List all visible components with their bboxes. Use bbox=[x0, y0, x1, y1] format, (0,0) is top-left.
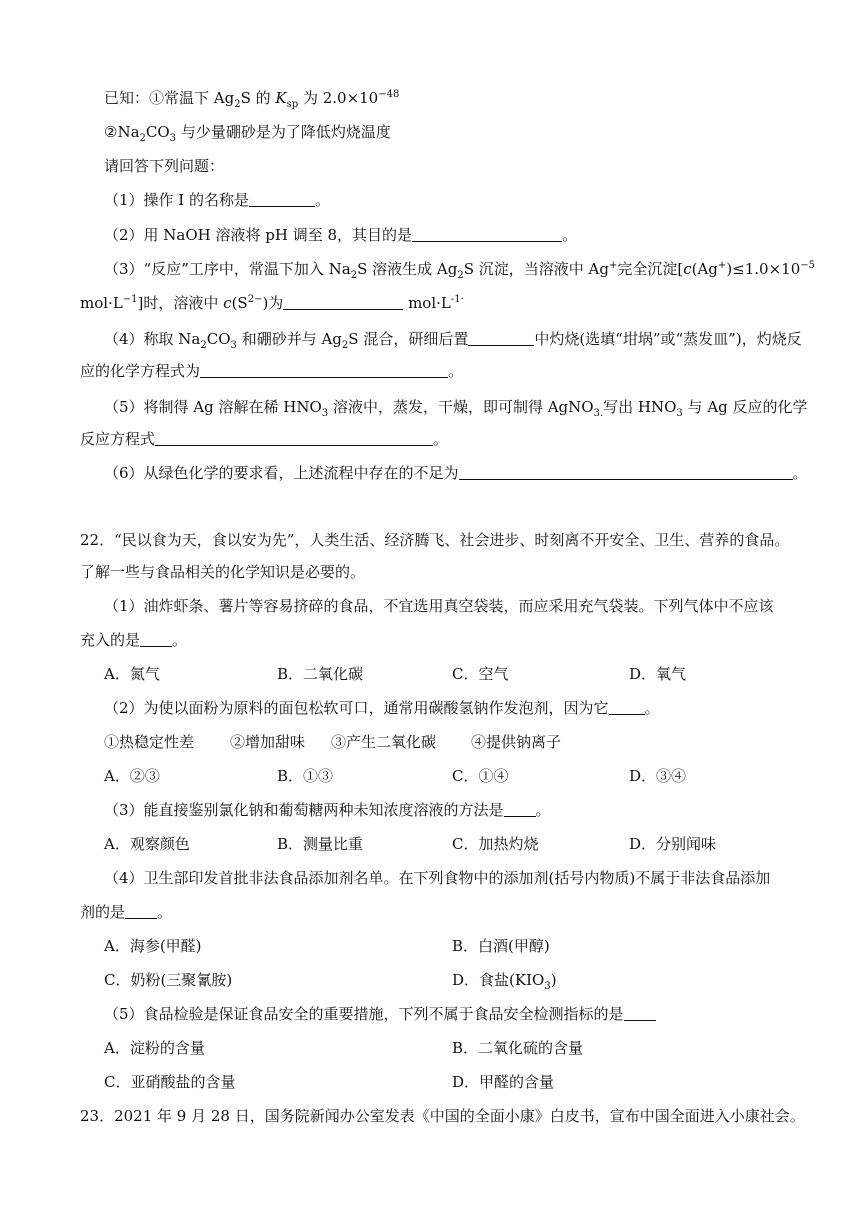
q22-part-3: （3）能直接鉴别氯化钠和葡萄糖两种未知浓度溶液的方法是 。 bbox=[104, 801, 551, 819]
statement-4: ④提供钠离子 bbox=[471, 733, 562, 751]
option-b[interactable]: B．①③ bbox=[277, 767, 334, 785]
option-d[interactable]: D．③④ bbox=[629, 767, 687, 785]
answer-blank[interactable] bbox=[125, 903, 157, 919]
option-c[interactable]: C．①④ bbox=[452, 767, 509, 785]
known-line-1: 已知：①常温下 $Ag_2S$ 的 $K_{sp}$ 为 $2.0\times 10^{-48}$ bbox=[104, 89, 400, 110]
q22-stem-cont: 了解一些与食品相关的化学知识是必要的。 bbox=[80, 563, 366, 581]
q23-stem: 23．2021 年 9 月 28 日，国务院新闻办公室发表《中国的全面小康》白皮书，宣布中国全面进入小康社会。 bbox=[80, 1107, 805, 1125]
answer-blank[interactable] bbox=[155, 429, 433, 446]
q22-stem: 22．“民以食为天，食以安为先”，人类生活、经济腾飞、社会进步、时刻离不开安全、卫生、营养的食品。 bbox=[80, 531, 790, 549]
answer-blank[interactable] bbox=[140, 631, 172, 647]
known-line-2: $②Na_2CO_3$ 与少量硼砂是为了降低灼烧温度 bbox=[104, 123, 391, 144]
q22-part-4-cont: 剂的是 。 bbox=[80, 903, 173, 921]
q21-part-5: （5）将制得 Ag 溶解在稀 $HNO_3$ 溶液中，蒸发，干燥，即可制得 AgNO$_{3.}$写出 $HNO_3$ 与 Ag 反应的化学 bbox=[104, 398, 808, 419]
answer-blank[interactable] bbox=[609, 699, 645, 715]
option-c[interactable]: C．亚硝酸盐的含量 bbox=[104, 1073, 236, 1091]
known-prompt: 请回答下列问题： bbox=[104, 157, 225, 175]
option-a[interactable]: A．②③ bbox=[104, 767, 160, 785]
q21-part-2: （2）用 NaOH 溶液将 pH 调至 8，其目的是 。 bbox=[104, 226, 578, 244]
statement-3: ③产生二氧化碳 bbox=[331, 733, 437, 751]
q22-part-1: （1）油炸虾条、薯片等容易挤碎的食品，不宜选用真空袋装，而应采用充气袋装。下列气体中不应该 bbox=[104, 597, 774, 615]
option-c[interactable]: C．加热灼烧 bbox=[452, 835, 539, 853]
option-d[interactable]: D．氧气 bbox=[629, 665, 687, 683]
q21-part-6: （6）从绿色化学的要求看，上述流程中存在的不足为 。 bbox=[104, 464, 808, 482]
q22-part-5: （5）食品检验是保证食品安全的重要措施，下列不属于食品安全检测指标的是 bbox=[104, 1004, 656, 1024]
option-b[interactable]: B．二氧化硫的含量 bbox=[452, 1039, 584, 1057]
q21-part-3-cont: $mol\cdot L^{-1}$]时，溶液中 $c(S^{2-})$为 $mol\cdot L^{-1\cdot}$ bbox=[80, 294, 464, 312]
statement-1: ①热稳定性差 bbox=[104, 733, 195, 751]
statement-2: ②增加甜味 bbox=[230, 733, 306, 751]
q21-part-1: （1）操作 I 的名称是 。 bbox=[104, 191, 331, 209]
answer-blank[interactable] bbox=[283, 293, 403, 310]
option-d[interactable]: D．甲醛的含量 bbox=[452, 1073, 555, 1091]
option-d[interactable]: D．食盐$(KIO_3)$ bbox=[452, 971, 557, 992]
option-a[interactable]: A．氮气 bbox=[104, 665, 160, 683]
q22-part-1-cont: 充入的是 。 bbox=[80, 631, 188, 649]
option-a[interactable]: A．淀粉的含量 bbox=[104, 1039, 205, 1057]
option-c[interactable]: C．奶粉(三聚氰胺) bbox=[104, 971, 233, 989]
q21-part-3: （3）“反应”工序中，常温下加入 $Na_2S$ 溶液生成 $Ag_2S$ 沉淀，当溶液中 Ag+完全沉淀[$c(Ag^+)\le 1.0\times 10^{-5}$ bbox=[104, 260, 815, 281]
option-a[interactable]: A．海参(甲醛) bbox=[104, 937, 202, 955]
q22-part-2: （2）为使以面粉为原料的面包松软可口，通常用碳酸氢钠作发泡剂，因为它 。 bbox=[104, 699, 660, 717]
answer-blank[interactable] bbox=[249, 190, 315, 207]
answer-blank[interactable] bbox=[412, 225, 562, 242]
q21-part-4-cont: 应的化学方程式为 。 bbox=[80, 362, 464, 380]
q21-part-4: （4）称取 $Na_2CO_3$ 和硼砂并与 $Ag_2S$ 混合，研细后置 中灼烧(选填“坩埚”或“蒸发皿”)，灼烧反 bbox=[104, 330, 802, 351]
option-b[interactable]: B．二氧化碳 bbox=[277, 665, 364, 683]
answer-blank[interactable] bbox=[504, 801, 536, 817]
answer-blank[interactable] bbox=[200, 361, 448, 378]
option-c[interactable]: C．空气 bbox=[452, 665, 509, 683]
option-a[interactable]: A．观察颜色 bbox=[104, 835, 190, 853]
answer-blank[interactable] bbox=[624, 1005, 656, 1021]
option-b[interactable]: B．白酒(甲醇) bbox=[452, 937, 550, 955]
answer-blank[interactable] bbox=[459, 463, 793, 480]
q21-part-5-cont: 反应方程式 。 bbox=[80, 430, 449, 448]
option-b[interactable]: B．测量比重 bbox=[277, 835, 364, 853]
option-d[interactable]: D．分别闻味 bbox=[629, 835, 717, 853]
answer-blank[interactable] bbox=[468, 329, 534, 346]
q22-part-4: （4）卫生部印发首批非法食品添加剂名单。在下列食物中的添加剂(括号内物质)不属于非法食品添加 bbox=[104, 869, 771, 887]
